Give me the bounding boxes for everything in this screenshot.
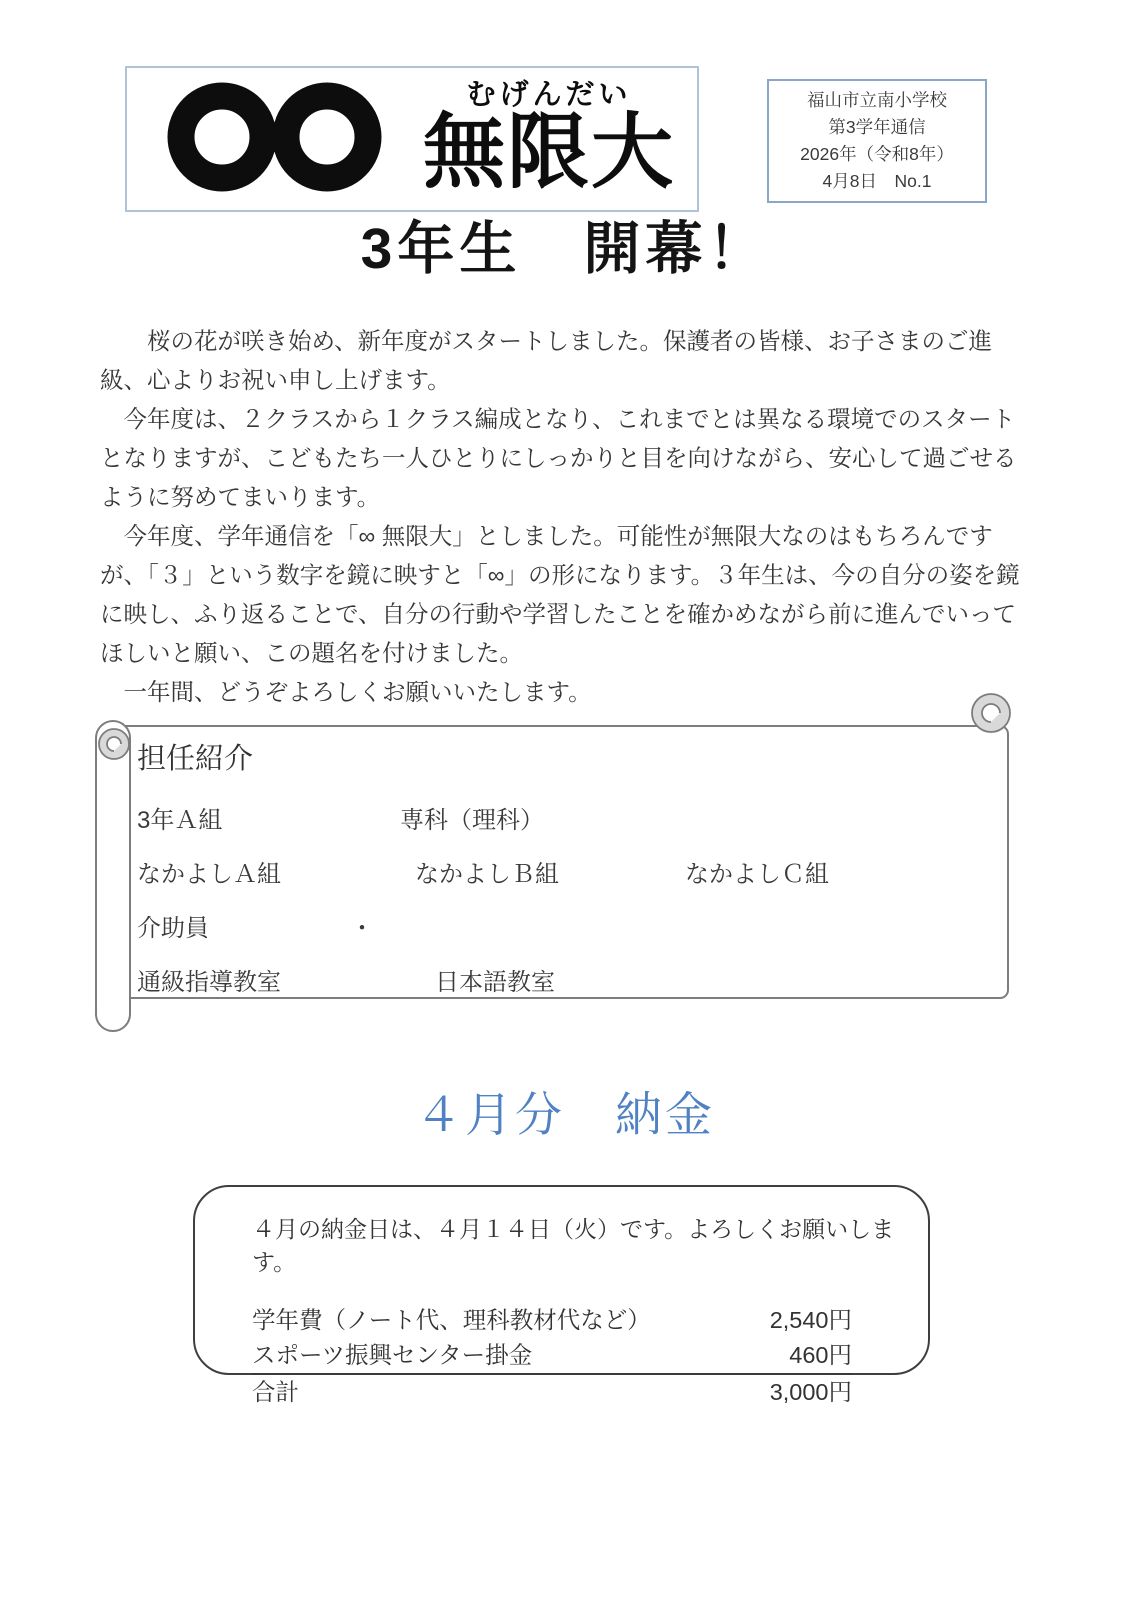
issue-date-number: 4月8日 No.1 xyxy=(822,171,932,191)
payment-item-label: スポーツ振興センター掛金 xyxy=(252,1342,533,1368)
staff-label-nakayoshi-c: なかよしＣ組 xyxy=(685,861,829,888)
payment-section-title: ４月分 納金 xyxy=(415,1088,715,1141)
newsletter-logo-text xyxy=(423,79,676,199)
payment-item-amount: 2,540円 xyxy=(769,1307,852,1333)
payment-total-amount: 3,000円 xyxy=(769,1379,852,1405)
staff-label-senka: 専科（理科） xyxy=(400,807,544,834)
staff-label-tsukyu: 通級指導教室 xyxy=(137,969,281,996)
school-name: 福山市立南小学校 xyxy=(807,90,947,110)
issue-year: 2026年（令和8年） xyxy=(800,144,954,164)
payment-box xyxy=(193,1185,930,1405)
staff-bullet: ・ xyxy=(350,915,374,942)
infinity-icon xyxy=(155,71,405,208)
intro-paragraph: 今年度は、２クラスから１クラス編成となり、これまでとは異なる環境でのスタートとなりますが、こどもたち一人ひとりにしっかりと目を向けながら、安心して過ごせるように努めてまいります。 xyxy=(100,406,1017,510)
intro-paragraph: 今年度、学年通信を「∞ 無限大」としました。可能性が無限大なのはもちろんですが、「３」という数字を鏡に映すと「∞」の形になります。３年生は、今の自分の姿を鏡に映し、ふり返ることで、自分の行動や学習したことを確かめながら前に進んでいってほしいと願い、この題名を付けました。 xyxy=(100,523,1020,666)
school-info-box xyxy=(767,79,987,203)
staff-label-nakayoshi-b: なかよしＢ組 xyxy=(415,861,559,888)
staff-section-title: 担任紹介 xyxy=(137,743,254,775)
payment-table xyxy=(252,1303,852,1410)
payment-item-label: 学年費（ノート代、理科教材代など） xyxy=(252,1307,651,1333)
logo-furigana: むげんだい xyxy=(466,79,632,112)
staff-label-kaijoin: 介助員 xyxy=(137,915,209,942)
payment-note: ４月の納金日は、４月１４日（火）です。よろしくお願いします。 xyxy=(252,1216,895,1275)
intro-text xyxy=(100,322,1038,712)
payment-row-gakunenhi xyxy=(252,1303,852,1338)
payment-total-label: 合計 xyxy=(252,1379,299,1405)
page-title: 3年生 開幕！ xyxy=(360,217,770,281)
logo-title: 無限大 xyxy=(423,107,676,199)
intro-paragraph: 桜の花が咲き始め、新年度がスタートしました。保護者の皆様、お子さまのご進級、心よりお祝い申し上げます。 xyxy=(100,328,993,393)
staff-label-nihongo: 日本語教室 xyxy=(435,969,555,996)
staff-label-nakayoshi-a: なかよしＡ組 xyxy=(137,861,281,888)
payment-row-sports-center xyxy=(252,1338,852,1375)
newsletter-logo-box xyxy=(125,66,699,212)
intro-paragraph: 一年間、どうぞよろしくお願いいたします。 xyxy=(100,679,592,705)
newsletter-type: 第3学年通信 xyxy=(828,117,926,137)
staff-label-3a: 3年Ａ組 xyxy=(137,807,223,834)
payment-row-total xyxy=(252,1375,852,1410)
payment-item-amount: 460円 xyxy=(789,1342,852,1368)
